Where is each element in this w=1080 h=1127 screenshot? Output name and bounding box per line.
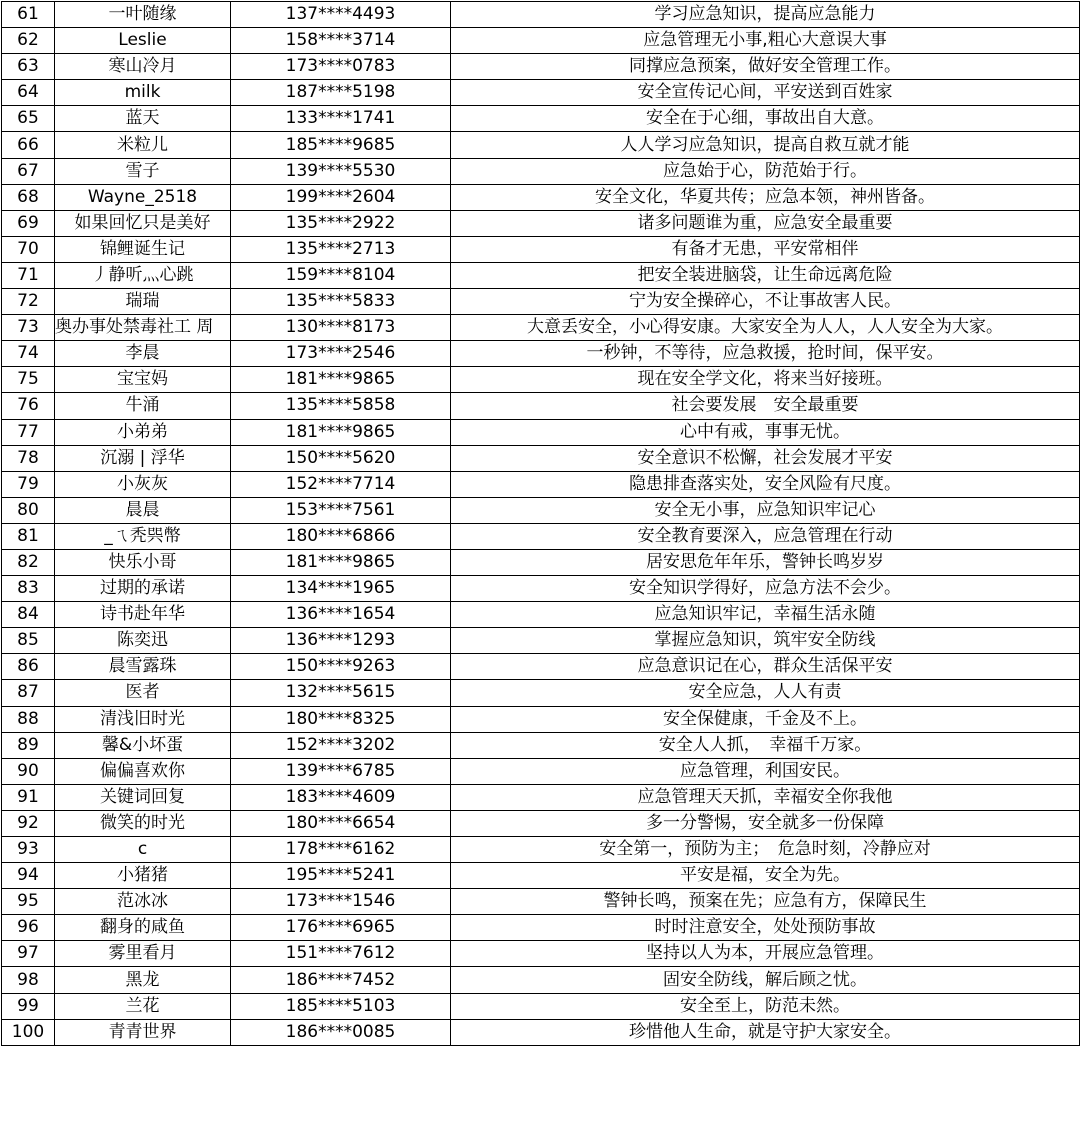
nickname-cell: 关键词回复 (55, 784, 231, 810)
table-row (2, 262, 1080, 288)
table-row (2, 863, 1080, 889)
slogan-cell: 安全应急，人人有责 (451, 680, 1080, 706)
phone-cell: 180****8325 (231, 706, 451, 732)
table-row (2, 341, 1080, 367)
nickname-cell: 蓝天 (55, 106, 231, 132)
nickname-cell: 陈奕迅 (55, 628, 231, 654)
nickname-cell: 偏偏喜欢你 (55, 758, 231, 784)
phone-cell: 173****0783 (231, 54, 451, 80)
slogan-cell: 固安全防线，解后顾之忧。 (451, 967, 1080, 993)
phone-cell: 135****2713 (231, 236, 451, 262)
slogan-cell: 应急意识记在心，群众生活保平安 (451, 654, 1080, 680)
nickname-cell: 小灰灰 (55, 471, 231, 497)
phone-cell: 180****6866 (231, 523, 451, 549)
phone-cell: 173****1546 (231, 889, 451, 915)
nickname-cell: 沉溺 | 浮华 (55, 445, 231, 471)
slogan-cell: 安全保健康，千金及不上。 (451, 706, 1080, 732)
winners-table (1, 1, 1080, 1046)
table-row (2, 393, 1080, 419)
phone-cell: 152****7714 (231, 471, 451, 497)
row-index-cell: 75 (2, 367, 55, 393)
phone-cell: 130****8173 (231, 315, 451, 341)
phone-cell: 152****3202 (231, 732, 451, 758)
phone-cell: 136****1654 (231, 602, 451, 628)
table-row (2, 967, 1080, 993)
table-row (2, 315, 1080, 341)
table-row (2, 497, 1080, 523)
nickname-cell: milk (55, 80, 231, 106)
row-index-cell: 84 (2, 602, 55, 628)
row-index-cell: 98 (2, 967, 55, 993)
slogan-cell: 安全第一，预防为主； 危急时刻，冷静应对 (451, 837, 1080, 863)
row-index-cell: 91 (2, 784, 55, 810)
nickname-cell: 如果回忆只是美好 (55, 210, 231, 236)
slogan-cell: 安全无小事，应急知识牢记心 (451, 497, 1080, 523)
slogan-cell: 同撑应急预案，做好安全管理工作。 (451, 54, 1080, 80)
nickname-cell: Leslie (55, 28, 231, 54)
phone-cell: 195****5241 (231, 863, 451, 889)
table-row (2, 236, 1080, 262)
slogan-cell: 现在安全学文化，将来当好接班。 (451, 367, 1080, 393)
slogan-cell: 应急知识牢记，幸福生活永随 (451, 602, 1080, 628)
slogan-cell: 人人学习应急知识，提高自救互就才能 (451, 132, 1080, 158)
row-index-cell: 67 (2, 158, 55, 184)
slogan-cell: 应急始于心，防范始于行。 (451, 158, 1080, 184)
slogan-cell: 把安全装进脑袋，让生命远离危险 (451, 262, 1080, 288)
row-index-cell: 61 (2, 2, 55, 28)
table-row (2, 445, 1080, 471)
phone-cell: 150****5620 (231, 445, 451, 471)
table-row (2, 28, 1080, 54)
slogan-cell: 有备才无患，平安常相伴 (451, 236, 1080, 262)
slogan-cell: 社会要发展 安全最重要 (451, 393, 1080, 419)
row-index-cell: 74 (2, 341, 55, 367)
phone-cell: 178****6162 (231, 837, 451, 863)
table-row (2, 106, 1080, 132)
phone-cell: 199****2604 (231, 184, 451, 210)
table-row (2, 889, 1080, 915)
phone-cell: 137****4493 (231, 2, 451, 28)
table-row (2, 602, 1080, 628)
table-row (2, 54, 1080, 80)
nickname-cell: 翻身的咸鱼 (55, 915, 231, 941)
nickname-cell: 米粒儿 (55, 132, 231, 158)
nickname-cell: 小弟弟 (55, 419, 231, 445)
slogan-cell: 宁为安全操碎心，不让事故害人民。 (451, 289, 1080, 315)
table-row (2, 837, 1080, 863)
slogan-cell: 掌握应急知识，筑牢安全防线 (451, 628, 1080, 654)
table-body (2, 2, 1080, 1046)
table-row (2, 810, 1080, 836)
slogan-cell: 安全人人抓， 幸福千万家。 (451, 732, 1080, 758)
nickname-cell: 晨晨 (55, 497, 231, 523)
phone-cell: 186****0085 (231, 1019, 451, 1045)
row-index-cell: 62 (2, 28, 55, 54)
nickname-cell: 诗书赴年华 (55, 602, 231, 628)
nickname-cell: 雪子 (55, 158, 231, 184)
row-index-cell: 79 (2, 471, 55, 497)
phone-cell: 180****6654 (231, 810, 451, 836)
row-index-cell: 87 (2, 680, 55, 706)
slogan-cell: 应急管理天天抓，幸福安全你我他 (451, 784, 1080, 810)
slogan-cell: 时时注意安全，处处预防事故 (451, 915, 1080, 941)
table-row (2, 549, 1080, 575)
phone-cell: 132****5615 (231, 680, 451, 706)
row-index-cell: 94 (2, 863, 55, 889)
nickname-cell: 李晨 (55, 341, 231, 367)
slogan-cell: 珍惜他人生命，就是守护大家安全。 (451, 1019, 1080, 1045)
row-index-cell: 86 (2, 654, 55, 680)
nickname-cell: 清浅旧时光 (55, 706, 231, 732)
nickname-cell: 范冰冰 (55, 889, 231, 915)
phone-cell: 187****5198 (231, 80, 451, 106)
nickname-cell: 医者 (55, 680, 231, 706)
row-index-cell: 71 (2, 262, 55, 288)
slogan-cell: 安全教育要深入，应急管理在行动 (451, 523, 1080, 549)
table-row (2, 993, 1080, 1019)
table-row (2, 1019, 1080, 1045)
row-index-cell: 70 (2, 236, 55, 262)
phone-cell: 173****2546 (231, 341, 451, 367)
table-row (2, 915, 1080, 941)
nickname-cell: 青青世界 (55, 1019, 231, 1045)
phone-cell: 153****7561 (231, 497, 451, 523)
phone-cell: 159****8104 (231, 262, 451, 288)
row-index-cell: 88 (2, 706, 55, 732)
table-row (2, 654, 1080, 680)
row-index-cell: 92 (2, 810, 55, 836)
table-row (2, 758, 1080, 784)
row-index-cell: 96 (2, 915, 55, 941)
row-index-cell: 82 (2, 549, 55, 575)
nickname-cell: 丿静听灬心跳 (55, 262, 231, 288)
slogan-cell: 平安是福，安全为先。 (451, 863, 1080, 889)
slogan-cell: 安全知识学得好，应急方法不会少。 (451, 576, 1080, 602)
table-row (2, 2, 1080, 28)
nickname-cell: 快乐小哥 (55, 549, 231, 575)
row-index-cell: 68 (2, 184, 55, 210)
row-index-cell: 64 (2, 80, 55, 106)
row-index-cell: 65 (2, 106, 55, 132)
row-index-cell: 69 (2, 210, 55, 236)
nickname-cell: _ㄟ秃巺幣 (55, 523, 231, 549)
phone-cell: 181****9865 (231, 419, 451, 445)
row-index-cell: 99 (2, 993, 55, 1019)
nickname-cell: 馨&小坏蛋 (55, 732, 231, 758)
phone-cell: 135****5858 (231, 393, 451, 419)
nickname-cell: c (55, 837, 231, 863)
slogan-cell: 一秒钟，不等待，应急救援，抢时间，保平安。 (451, 341, 1080, 367)
slogan-cell: 安全文化，华夏共传；应急本领，神州皆备。 (451, 184, 1080, 210)
row-index-cell: 73 (2, 315, 55, 341)
phone-cell: 150****9263 (231, 654, 451, 680)
row-index-cell: 100 (2, 1019, 55, 1045)
phone-cell: 135****5833 (231, 289, 451, 315)
phone-cell: 135****2922 (231, 210, 451, 236)
phone-cell: 151****7612 (231, 941, 451, 967)
nickname-cell: Wayne_2518 (55, 184, 231, 210)
slogan-cell: 心中有戒，事事无忧。 (451, 419, 1080, 445)
phone-cell: 181****9865 (231, 549, 451, 575)
slogan-cell: 多一分警惕，安全就多一份保障 (451, 810, 1080, 836)
slogan-cell: 安全意识不松懈，社会发展才平安 (451, 445, 1080, 471)
phone-cell: 136****1293 (231, 628, 451, 654)
nickname-cell: 过期的承诺 (55, 576, 231, 602)
slogan-cell: 学习应急知识，提高应急能力 (451, 2, 1080, 28)
table-row (2, 706, 1080, 732)
row-index-cell: 72 (2, 289, 55, 315)
slogan-cell: 警钟长鸣，预案在先；应急有方，保障民生 (451, 889, 1080, 915)
row-index-cell: 76 (2, 393, 55, 419)
table-row (2, 132, 1080, 158)
table-row (2, 80, 1080, 106)
nickname-cell: 宝宝妈 (55, 367, 231, 393)
phone-cell: 139****5530 (231, 158, 451, 184)
nickname-cell: 一叶随缘 (55, 2, 231, 28)
row-index-cell: 78 (2, 445, 55, 471)
nickname-cell: 黑龙 (55, 967, 231, 993)
row-index-cell: 97 (2, 941, 55, 967)
table-row (2, 184, 1080, 210)
row-index-cell: 90 (2, 758, 55, 784)
table-row (2, 419, 1080, 445)
phone-cell: 134****1965 (231, 576, 451, 602)
nickname-cell: 瑞瑞 (55, 289, 231, 315)
slogan-cell: 安全宣传记心间，平安送到百姓家 (451, 80, 1080, 106)
slogan-cell: 诸多问题谁为重，应急安全最重要 (451, 210, 1080, 236)
phone-cell: 158****3714 (231, 28, 451, 54)
phone-cell: 133****1741 (231, 106, 451, 132)
row-index-cell: 89 (2, 732, 55, 758)
nickname-cell: 寒山冷月 (55, 54, 231, 80)
row-index-cell: 93 (2, 837, 55, 863)
table-row (2, 210, 1080, 236)
table-row (2, 367, 1080, 393)
table-row (2, 680, 1080, 706)
nickname-cell: 牛涌 (55, 393, 231, 419)
nickname-cell: 微笑的时光 (55, 810, 231, 836)
slogan-cell: 应急管理无小事,粗心大意误大事 (451, 28, 1080, 54)
table-row (2, 732, 1080, 758)
table-row (2, 784, 1080, 810)
nickname-cell: 小猪猪 (55, 863, 231, 889)
slogan-cell: 隐患排查落实处，安全风险有尺度。 (451, 471, 1080, 497)
nickname-cell: 锦鲤诞生记 (55, 236, 231, 262)
row-index-cell: 83 (2, 576, 55, 602)
phone-cell: 183****4609 (231, 784, 451, 810)
row-index-cell: 81 (2, 523, 55, 549)
table-row (2, 471, 1080, 497)
nickname-cell: 兰花 (55, 993, 231, 1019)
slogan-cell: 安全在于心细，事故出自大意。 (451, 106, 1080, 132)
phone-cell: 181****9865 (231, 367, 451, 393)
table-row (2, 576, 1080, 602)
slogan-cell: 应急管理，利国安民。 (451, 758, 1080, 784)
slogan-cell: 坚持以人为本，开展应急管理。 (451, 941, 1080, 967)
table-row (2, 289, 1080, 315)
nickname-cell: 晨雪露珠 (55, 654, 231, 680)
row-index-cell: 66 (2, 132, 55, 158)
table-row (2, 941, 1080, 967)
row-index-cell: 77 (2, 419, 55, 445)
phone-cell: 186****7452 (231, 967, 451, 993)
slogan-cell: 大意丢安全，小心得安康。大家安全为人人，人人安全为大家。 (451, 315, 1080, 341)
nickname-cell: 雾里看月 (55, 941, 231, 967)
row-index-cell: 63 (2, 54, 55, 80)
phone-cell: 176****6965 (231, 915, 451, 941)
row-index-cell: 80 (2, 497, 55, 523)
row-index-cell: 85 (2, 628, 55, 654)
table-row (2, 523, 1080, 549)
table-row (2, 158, 1080, 184)
phone-cell: 139****6785 (231, 758, 451, 784)
nickname-cell: 奥办事处禁毒社工 周 (55, 315, 231, 341)
phone-cell: 185****5103 (231, 993, 451, 1019)
slogan-cell: 居安思危年年乐，警钟长鸣岁岁 (451, 549, 1080, 575)
table-row (2, 628, 1080, 654)
phone-cell: 185****9685 (231, 132, 451, 158)
slogan-cell: 安全至上，防范未然。 (451, 993, 1080, 1019)
row-index-cell: 95 (2, 889, 55, 915)
